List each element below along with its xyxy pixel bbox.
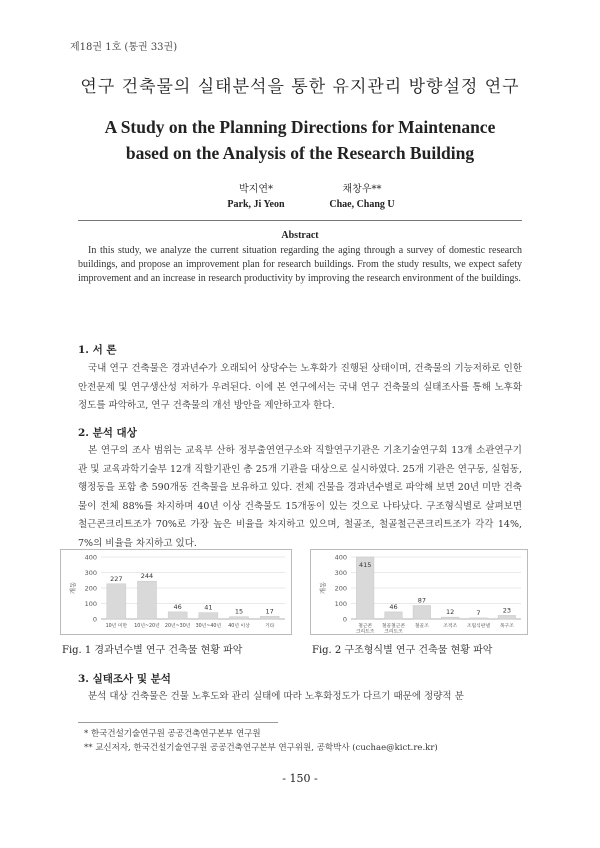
footnote-1: * 한국건설기술연구원 공공건축연구본부 연구원 xyxy=(84,729,261,739)
y-tick-label: 300 xyxy=(334,569,347,577)
section-3-text: 분석 대상 건축물은 건물 노후도와 관리 실태에 따라 노후화정도가 다르기 때문에 정량적 분 xyxy=(88,691,464,702)
header-divider xyxy=(78,220,522,221)
author-1 xyxy=(196,180,316,210)
x-tick-label: 철골철근콘 크리트조 xyxy=(381,624,406,635)
data-label: 227 xyxy=(110,574,123,583)
y-tick-label: 0 xyxy=(342,615,347,624)
author-1-english: Park, Ji Yeon xyxy=(227,199,285,210)
x-tick-label: 40년 이상 xyxy=(228,624,250,629)
footnote-2: ** 교신저자, 한국건설기술연구원 공공건축연구본부 연구위원, 공학박사 (cuchae@kict.re.kr) xyxy=(84,743,438,753)
data-label: 15 xyxy=(234,607,244,616)
y-tick-label: 400 xyxy=(334,553,347,562)
abstract-text: In this study, we analyze the current situation regarding the aging through a survey of domestic research buildings, and propose an improvement plan for research buildings. From the study results, we expect safety improvement and an increase in research productivity by improving the research environment of the buildings. xyxy=(78,245,522,284)
bar xyxy=(107,584,126,619)
bar xyxy=(199,613,218,619)
bar xyxy=(260,616,279,619)
caption-fig2: Fig. 2 구조형식별 연구 건축물 현황 파악 xyxy=(312,645,493,656)
x-tick-label: 목구조 xyxy=(499,624,514,629)
x-tick-label: 철골조 xyxy=(414,624,429,629)
x-tick-label: 조립식판넬 xyxy=(466,624,491,629)
bar xyxy=(137,581,156,619)
x-tick-label: 30년~40년 xyxy=(195,624,222,629)
x-tick-label: 10년 미만 xyxy=(105,624,128,629)
data-label: 7 xyxy=(476,608,481,617)
title-english xyxy=(40,114,560,166)
y-tick-label: 100 xyxy=(84,600,97,608)
x-tick-label: 철근콘 크리트조 xyxy=(355,624,375,635)
bar xyxy=(168,612,187,619)
x-tick-label: 기타 xyxy=(265,624,275,629)
x-tick-label: 20년~30년 xyxy=(164,624,191,629)
y-axis-label: 개동 xyxy=(69,581,77,595)
running-header: 제18권 1호 (통권 33권) xyxy=(70,42,178,53)
bar xyxy=(470,618,488,619)
author-2-korean: 채창우** xyxy=(342,184,382,195)
section-2-heading: 2. 분석 대상 xyxy=(78,427,137,439)
section-2-text: 본 연구의 조사 범위는 교육부 산하 정부출연연구소와 직할연구기관은 기초기술연구회 13개 소관연구기관 및 교육과학기술부 12개 직할기관인 총 25개 기관을 대상으로 실시하였다. 25개 기관은 연구동, 실험동, 행정동을 포함 총 590개동 건축물을 보유하고 있다. 전체 건물을 경과년수별로 파악해 보면 20년 미만 건축물이 전체 88%를 차지하며 40년 이상 건축물도 15개동이 있는 것으로 나타났다. 구조형식별로 살펴보면 철근콘크리트조가 70%로 가장 높은 비율을 차지하고 있으며, 철골조, 철골철근콘크리트조가 각각 14%, 7%의 비율을 차지하고 있다. xyxy=(78,445,522,549)
chart-fig2 xyxy=(310,549,528,635)
y-tick-label: 200 xyxy=(84,584,97,593)
x-tick-label: 10년~20년 xyxy=(134,624,160,629)
chart-fig1 xyxy=(60,549,292,635)
y-tick-label: 400 xyxy=(84,553,97,562)
bar xyxy=(229,617,248,619)
data-label: 23 xyxy=(502,606,511,615)
author-1-korean: 박지연* xyxy=(239,184,273,195)
data-label: 244 xyxy=(140,572,154,581)
bar xyxy=(385,612,403,619)
bar xyxy=(498,615,516,619)
y-tick-label: 300 xyxy=(84,569,97,577)
author-2-english: Chae, Chang U xyxy=(329,199,395,210)
y-axis-label: 개동 xyxy=(319,581,327,595)
y-tick-label: 0 xyxy=(92,615,97,624)
data-label: 41 xyxy=(204,603,213,612)
x-tick-label: 조적조 xyxy=(443,624,458,629)
data-label: 415 xyxy=(358,561,372,569)
section-3-heading: 3. 실태조사 및 분석 xyxy=(78,673,171,685)
data-label: 17 xyxy=(265,607,274,616)
title-korean: 연구 건축물의 실태분석을 통한 유지관리 방향설정 연구 xyxy=(80,77,520,97)
abstract-heading: Abstract xyxy=(281,230,319,241)
data-label: 46 xyxy=(389,602,398,611)
title-english-line1: A Study on the Planning Directions for Maintenance xyxy=(104,117,496,137)
data-label: 87 xyxy=(417,596,426,605)
footnote-divider xyxy=(78,722,278,723)
author-2 xyxy=(302,180,422,210)
section-1-text: 국내 연구 건축물은 경과년수가 오래되어 상당수는 노후화가 진행된 상태이며, 건축물의 기능저하로 인한 안전문제 및 연구생산성 저하가 우려된다. 이에 본 연구에서는 국내 연구 건축물의 실태조사를 통해 노후화 정도를 파악하고, 연구 건축물의 개선 방안을 제안하고자 한다. xyxy=(78,363,522,411)
bar xyxy=(441,617,459,619)
page-number: - 150 - xyxy=(282,772,318,785)
data-label: 12 xyxy=(446,608,455,617)
bar xyxy=(413,606,431,619)
data-label: 46 xyxy=(173,602,182,611)
y-tick-label: 200 xyxy=(334,584,347,593)
section-1-heading: 1. 서 론 xyxy=(78,344,117,356)
y-tick-label: 100 xyxy=(334,600,347,608)
title-english-line2: based on the Analysis of the Research Building xyxy=(125,143,475,163)
caption-fig1: Fig. 1 경과년수별 연구 건축물 현황 파악 xyxy=(62,645,243,656)
